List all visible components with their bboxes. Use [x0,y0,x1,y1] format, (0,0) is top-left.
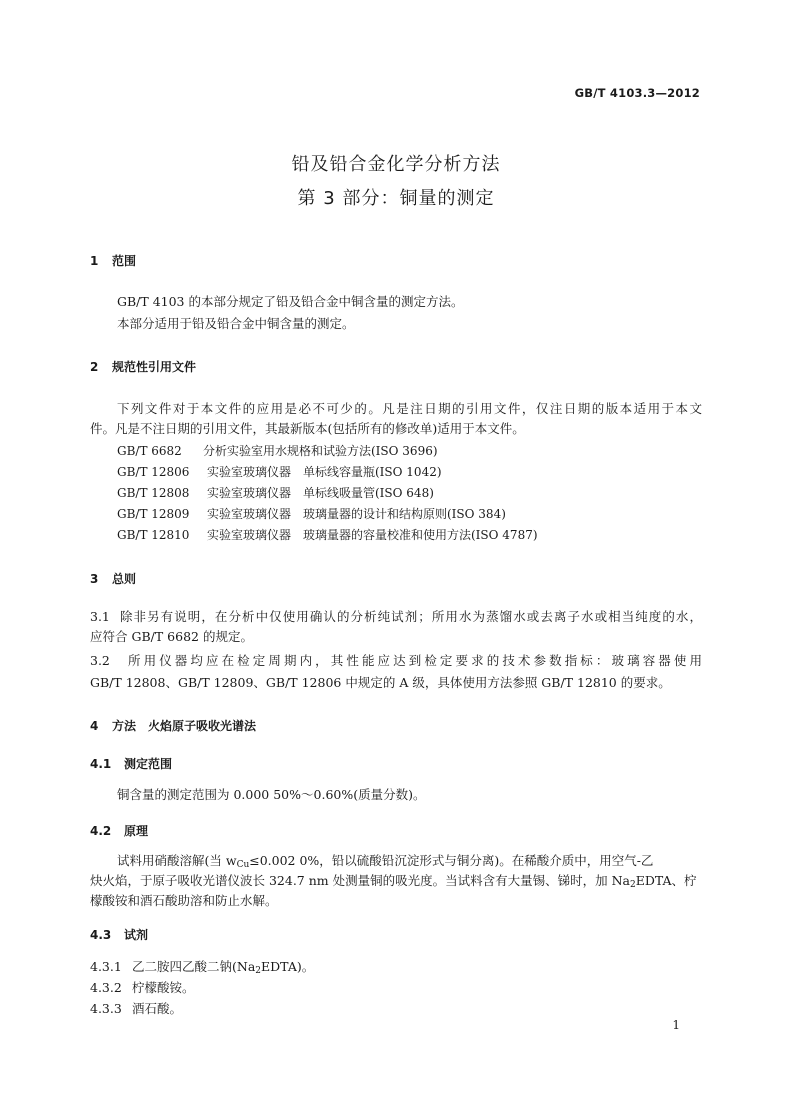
subsection-4-1-heading [90,755,172,772]
reference-item [117,526,538,543]
subsection-4-3-heading [90,926,148,943]
paragraph: 铜含量的测定范围为 0.000 50%～0.60%(质量分数)。 [117,787,426,802]
text-run: 乙二胺四乙酸二钠(Na [132,959,256,974]
section-4-heading [90,717,256,734]
reagent-name: 酒石酸。 [132,1001,183,1016]
reagent-name: 柠檬酸铵。 [132,980,195,995]
subscript: 2 [629,880,636,890]
section-3-heading [90,570,136,587]
document-title: 铅及铅合金化学分析方法 [291,154,501,175]
subsection-title: 原理 [124,824,149,838]
reference-item [117,505,506,522]
section-title: 总则 [112,572,137,586]
section-1-heading [90,252,136,269]
reference-code: GB/T 12808 [117,486,190,500]
section-title: 规范性引用文件 [112,360,197,374]
paragraph: 本部分适用于铅及铅合金中铜含量的测定。 [117,316,355,331]
clause-number: 3.1 [90,609,110,624]
reagent-number: 4.3.2 [90,980,122,995]
text-run: ≤0.002 0%，铅以硫酸铅沉淀形式与铜分离)。在稀酸介质中，用空气-乙 [249,853,654,868]
reference-title: 实验室玻璃仪器 单标线吸量管(ISO 648) [207,486,434,500]
section-number: 1 [90,254,99,268]
text-run: EDTA、柠 [635,873,697,888]
reference-code: GB/T 12806 [117,465,190,479]
paragraph: 件。凡是不注日期的引用文件，其最新版本(包括所有的修改单)适用于本文件。 [90,421,525,436]
text-run: 试料用硝酸溶解(当 w [117,853,237,868]
subsection-4-2-heading [90,822,148,839]
clause-3-1 [90,607,702,627]
section-number: 2 [90,360,99,374]
section-number: 4 [90,719,99,733]
reference-title: 实验室玻璃仪器 玻璃量器的容量校准和使用方法(ISO 4787) [207,528,538,542]
section-2-heading [90,358,196,375]
text-run: 炔火焰，于原子吸收光谱仪波长 324.7 nm 处测量铜的吸光度。当试料含有大量锡、锑时，加 Na [90,873,630,888]
reagent-item [90,999,182,1019]
reference-item [117,442,438,459]
reference-title: 分析实验室用水规格和试验方法(ISO 3696) [203,444,438,458]
reagent-number: 4.3.1 [90,959,122,974]
subsection-title: 测定范围 [124,757,173,771]
subsection-number: 4.1 [90,757,112,771]
paragraph: 下列文件对于本文件的应用是必不可少的。凡是注日期的引用文件，仅注日期的版本适用于本文 [117,401,702,416]
subscript: Cu [236,860,250,870]
reference-code: GB/T 12810 [117,528,190,542]
reference-title: 实验室玻璃仪器 玻璃量器的设计和结构原则(ISO 384) [207,507,506,521]
reagent-number: 4.3.3 [90,1001,122,1016]
reference-code: GB/T 6682 [117,444,182,458]
clause-text: 除非另有说明，在分析中仅使用确认的分析纯试剂；所用水为蒸馏水或去离子水或相当纯度的水， [120,609,702,624]
page-number: 1 [672,1018,680,1032]
standard-code: GB/T 4103.3—2012 [574,86,700,100]
reference-title: 实验室玻璃仪器 单标线容量瓶(ISO 1042) [207,465,442,479]
subsection-number: 4.2 [90,824,112,838]
clause-number: 3.2 [90,653,110,668]
clause-3-2 [90,651,702,671]
reference-item [117,484,434,501]
document-subtitle: 第 3 部分：铜量的测定 [297,188,495,209]
reagent-item [90,978,195,998]
clause-text: 所用仪器均应在检定周期内，其性能应达到检定要求的技术参数指标：玻璃容器使用 [128,653,702,668]
subsection-title: 试剂 [124,928,149,942]
subsection-number: 4.3 [90,928,112,942]
paragraph: 檬酸铵和酒石酸助溶和防止水解。 [90,893,278,908]
text-run: EDTA)。 [261,959,315,974]
reference-code: GB/T 12809 [117,507,190,521]
reference-item [117,463,442,480]
section-number: 3 [90,572,99,586]
subscript: 2 [255,966,262,976]
paragraph: GB/T 12808、GB/T 12809、GB/T 12806 中规定的 A 级，具体使用方法参照 GB/T 12810 的要求。 [90,675,671,690]
paragraph: 应符合 GB/T 6682 的规定。 [90,629,253,644]
paragraph: GB/T 4103 的本部分规定了铅及铅合金中铜含量的测定方法。 [117,294,464,309]
section-title: 方法 火焰原子吸收光谱法 [112,719,257,733]
section-title: 范围 [112,254,137,268]
